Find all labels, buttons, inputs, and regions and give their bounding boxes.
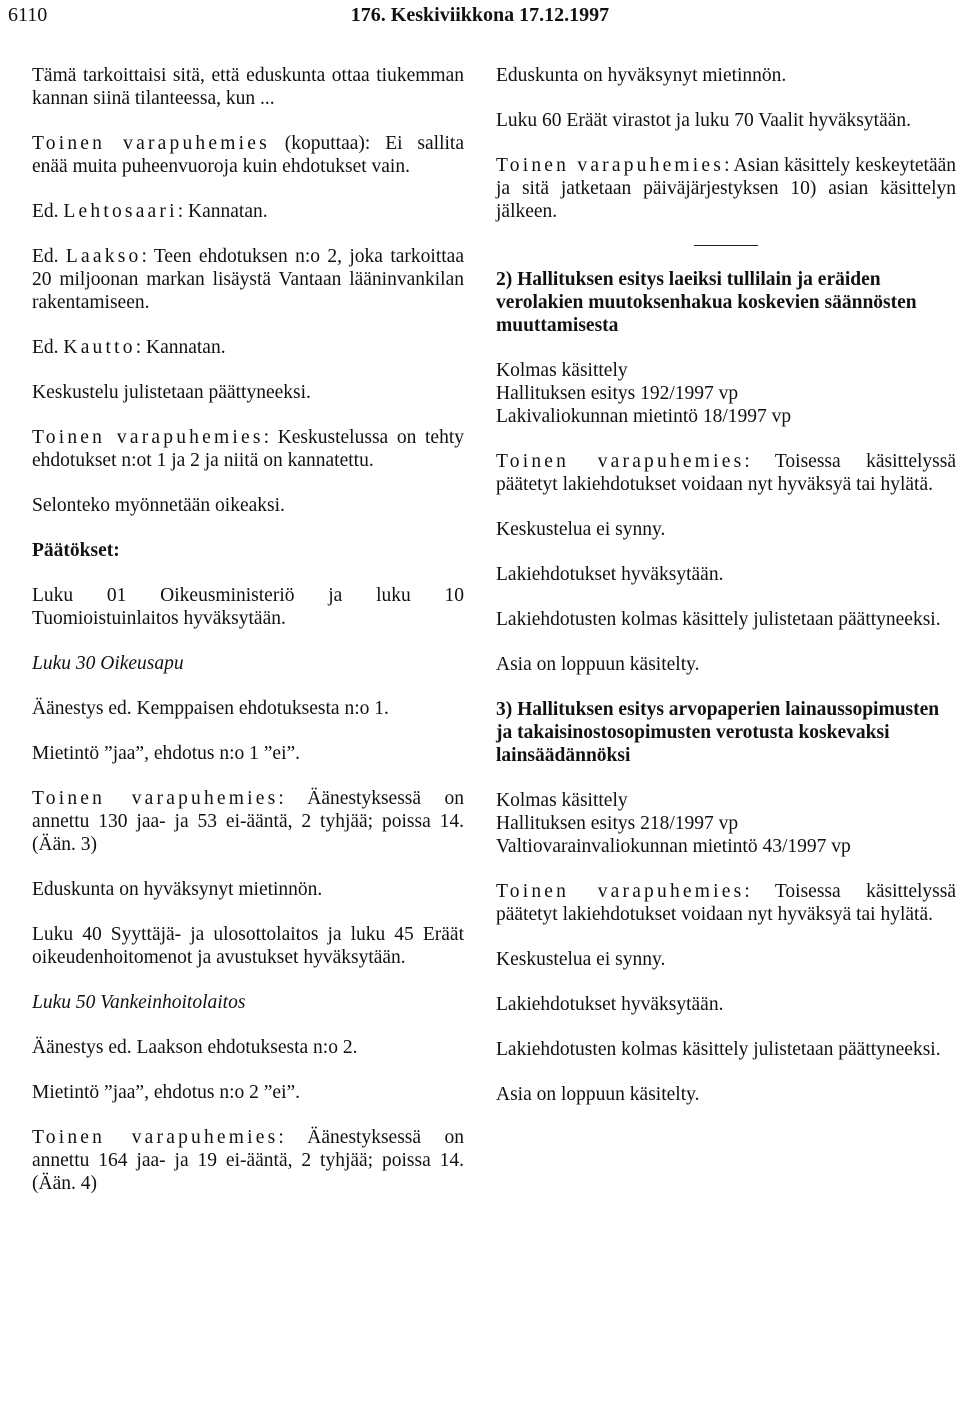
- paragraph: Lakiehdotukset hyväksytään.: [496, 994, 724, 1015]
- committee-report: Valtiovarainvaliokunnan mietintö 43/1997 vp: [496, 836, 851, 857]
- prefix: Ed.: [32, 246, 66, 267]
- agenda-item-heading: 2) Hallituksen esitys laeiksi tullilain ja eräiden verolakien muutoksenhakua koskevien säännösten muuttamisesta: [496, 269, 917, 336]
- paragraph: [32, 336, 464, 359]
- speech-text: : Toisessa käsittelyssä päätetyt lakiehdotukset voidaan nyt hyväksyä tai hylätä.: [496, 881, 956, 925]
- paragraph: Eduskunta on hyväksynyt mietinnön.: [496, 65, 787, 86]
- section-divider: [694, 245, 758, 246]
- speaker-name: Toinen varapuhemies: [496, 451, 745, 472]
- page-number: 6110: [8, 4, 48, 26]
- document-references: [496, 789, 956, 858]
- agenda-item-heading: 3) Hallituksen esitys arvopaperien lainaussopimusten ja takaisinostosopimusten verotusta koskevaksi lainsäädännöksi: [496, 699, 940, 766]
- paragraph: Selonteko myönnetään oikeaksi.: [32, 495, 285, 516]
- speech-text: : Äänestyksessä on annettu 164 jaa- ja 19 ei-ääntä, 2 tyhjää; poissa 14. (Ään. 4): [32, 1127, 464, 1194]
- government-proposal: Hallituksen esitys 192/1997 vp: [496, 383, 739, 404]
- document-references: [496, 359, 956, 428]
- paragraph: [32, 132, 464, 178]
- speaker-name: Laakso: [65, 246, 142, 267]
- paragraph: Asia on loppuun käsitelty.: [496, 654, 700, 675]
- speaker-name: Toinen varapuhemies: [496, 155, 725, 176]
- paragraph: Keskustelu julistetaan päättyneeksi.: [32, 382, 311, 403]
- issue-title: 176. Keskiviikkona 17.12.1997: [350, 4, 610, 26]
- paragraph: Luku 60 Eräät virastot ja luku 70 Vaalit hyväksytään.: [496, 110, 912, 131]
- speaker-name: Toinen varapuhemies: [32, 1127, 279, 1148]
- prefix: Ed.: [32, 337, 64, 358]
- speech-text: : Kannatan.: [177, 201, 268, 222]
- paragraph: Lakiehdotukset hyväksytään.: [496, 564, 724, 585]
- paragraph: Luku 01 Oikeusministeriö ja luku 10 Tuomioistuinlaitos hyväksytään.: [32, 585, 464, 629]
- reading-stage: Kolmas käsittely: [496, 790, 628, 811]
- decisions-heading: Päätökset:: [32, 540, 120, 561]
- committee-report: Lakivaliokunnan mietintö 18/1997 vp: [496, 406, 792, 427]
- paragraph: [496, 880, 956, 926]
- paragraph: Lakiehdotusten kolmas käsittely julistetaan päättyneeksi.: [496, 609, 941, 630]
- paragraph: Mietintö ”jaa”, ehdotus n:o 1 ”ei”.: [32, 743, 301, 764]
- paragraph: Äänestys ed. Kemppaisen ehdotuksesta n:o 1.: [32, 698, 389, 719]
- chapter-title: Luku 50 Vankeinhoitolaitos: [32, 992, 246, 1013]
- government-proposal: Hallituksen esitys 218/1997 vp: [496, 813, 739, 834]
- paragraph: [32, 1126, 464, 1195]
- speech-text: : Äänestyksessä on annettu 130 jaa- ja 53 ei-ääntä, 2 tyhjää; poissa 14. (Ään. 3): [32, 788, 464, 855]
- paragraph: Äänestys ed. Laakson ehdotuksesta n:o 2.: [32, 1037, 358, 1058]
- speaker-name: Toinen varapuhemies: [32, 788, 279, 809]
- speech-text: : Asian käsittely keskeytetään ja sitä jatketaan päiväjärjestyksen 10) asian käsittelyn jälkeen.: [496, 155, 956, 222]
- prefix: Ed.: [32, 201, 64, 222]
- paragraph: [32, 426, 464, 472]
- speaker-name: Toinen varapuhemies: [32, 427, 264, 448]
- paragraph: Keskustelua ei synny.: [496, 519, 666, 540]
- paragraph: Lakiehdotusten kolmas käsittely julistetaan päättyneeksi.: [496, 1039, 941, 1060]
- speech-text: : Toisessa käsittelyssä päätetyt lakiehdotukset voidaan nyt hyväksyä tai hylätä.: [496, 451, 956, 495]
- paragraph: Mietintö ”jaa”, ehdotus n:o 2 ”ei”.: [32, 1082, 301, 1103]
- paragraph: Luku 40 Syyttäjä- ja ulosottolaitos ja luku 45 Eräät oikeudenhoitomenot ja avustukset hyväksytään.: [32, 924, 464, 968]
- paragraph: [496, 154, 956, 223]
- speaker-name: Toinen varapuhemies: [496, 881, 745, 902]
- right-column: [496, 64, 956, 1128]
- speaker-name: Toinen varapuhemies: [32, 133, 270, 154]
- paragraph: [496, 450, 956, 496]
- reading-stage: Kolmas käsittely: [496, 360, 628, 381]
- page-header: [8, 4, 952, 30]
- speech-text: (koputtaa): Ei sallita enää muita puheenvuoroja kuin ehdotukset vain.: [32, 133, 464, 177]
- paragraph: Keskustelua ei synny.: [496, 949, 666, 970]
- speech-text: : Kannatan.: [135, 337, 226, 358]
- paragraph: Asia on loppuun käsitelty.: [496, 1084, 700, 1105]
- speech-text: : Keskustelussa on tehty ehdotukset n:ot 1 ja 2 ja niitä on kannatettu.: [32, 427, 464, 471]
- chapter-title: Luku 30 Oikeusapu: [32, 653, 184, 674]
- paragraph: [32, 787, 464, 856]
- paragraph: Tämä tarkoittaisi sitä, että eduskunta ottaa tiukemman kannan siinä tilanteessa, kun ...: [32, 65, 464, 109]
- left-column: [32, 64, 464, 1217]
- speaker-name: Lehtosaari: [63, 201, 178, 222]
- speaker-name: Kautto: [63, 337, 136, 358]
- paragraph: [32, 245, 464, 314]
- speech-text: : Teen ehdotuksen n:o 2, joka tarkoittaa 20 miljoonan markan lisäystä Vantaan lääninvankilan rakentamiseen.: [32, 246, 464, 313]
- paragraph: [32, 200, 464, 223]
- paragraph: Eduskunta on hyväksynyt mietinnön.: [32, 879, 323, 900]
